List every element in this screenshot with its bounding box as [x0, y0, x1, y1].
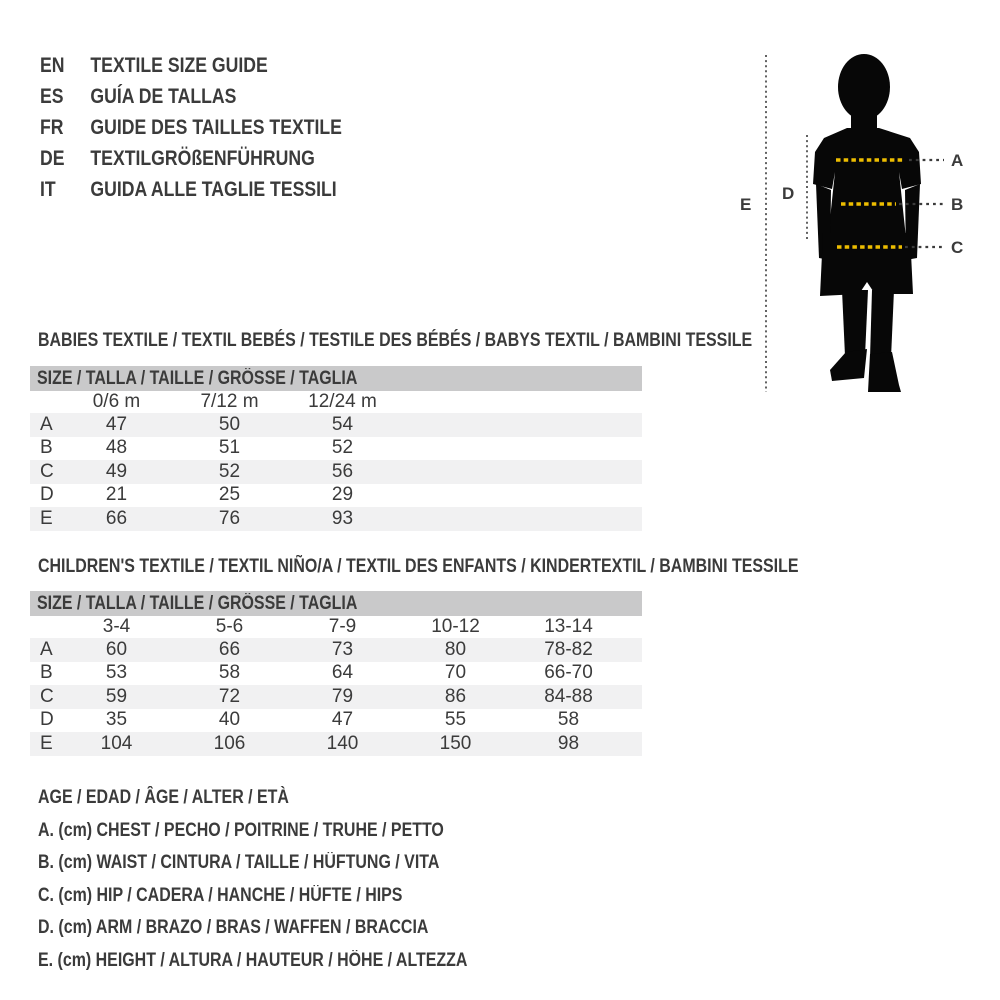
column-header: 0/6 m	[92, 391, 141, 412]
measurement-legend	[38, 782, 549, 977]
table-cell: 80	[444, 638, 467, 660]
language-code: DE	[40, 147, 65, 170]
language-row-it	[40, 174, 342, 205]
table-cell: 47	[105, 413, 128, 435]
table-cell: 55	[444, 709, 467, 731]
row-label: B	[40, 437, 53, 459]
row-label: B	[40, 662, 53, 684]
table-cell: 49	[105, 460, 128, 482]
column-header: 3-4	[102, 616, 131, 637]
column-header: 10-12	[431, 616, 480, 637]
children-table	[30, 616, 642, 756]
column-header: 5-6	[215, 616, 244, 637]
children-section-title-text: CHILDREN'S TEXTILE / TEXTIL NIÑO/A / TEXTIL DES ENFANTS / KINDERTEXTIL / BAMBINI TESSILE	[38, 556, 799, 577]
table-cell: 66-70	[544, 662, 593, 684]
size-header-label: SIZE / TALLA / TAILLE / GRÖSSE / TAGLIA	[37, 368, 358, 389]
children-column-header-row	[30, 616, 642, 638]
table-cell: 29	[331, 484, 354, 506]
table-cell: 104	[100, 732, 133, 754]
table-cell: 58	[557, 709, 580, 731]
table-cell: 70	[444, 662, 467, 684]
language-row-en	[40, 50, 342, 81]
table-cell: 35	[105, 709, 128, 731]
babies-table	[30, 391, 642, 531]
table-row	[30, 638, 642, 662]
babies-section-title	[38, 331, 888, 351]
language-title: GUIDE DES TAILLES TEXTILE	[90, 116, 342, 139]
label-c: C	[951, 238, 964, 257]
label-e: E	[740, 195, 752, 214]
corner-cell	[30, 616, 60, 638]
table-cell: 58	[218, 662, 241, 684]
language-title: GUÍA DE TALLAS	[90, 85, 237, 108]
table-row	[30, 460, 642, 484]
table-cell: 106	[213, 732, 246, 754]
row-label: E	[40, 507, 53, 529]
table-cell: 51	[218, 437, 241, 459]
row-label: E	[40, 732, 53, 754]
language-title: GUIDA ALLE TAGLIE TESSILI	[90, 178, 337, 201]
table-row	[30, 437, 642, 461]
table-cell: 59	[105, 685, 128, 707]
table-cell: 50	[218, 413, 241, 435]
babies-section-title-text: BABIES TEXTILE / TEXTIL BEBÉS / TESTILE DES BÉBÉS / BABYS TEXTIL / BAMBINI TESSILE	[38, 330, 753, 351]
table-cell: 86	[444, 685, 467, 707]
table-cell: 40	[218, 709, 241, 731]
table-cell: 53	[105, 662, 128, 684]
table-cell: 64	[331, 662, 354, 684]
column-header: 7-9	[328, 616, 357, 637]
filler-cell	[399, 437, 642, 461]
filler-cell	[399, 460, 642, 484]
row-label: D	[40, 709, 54, 731]
babies-column-header-row	[30, 391, 642, 413]
language-code: EN	[40, 54, 65, 77]
babies-size-table	[30, 366, 642, 531]
children-size-table	[30, 591, 642, 756]
table-cell: 93	[331, 507, 354, 529]
table-row	[30, 484, 642, 508]
table-cell: 21	[105, 484, 128, 506]
filler-cell	[625, 616, 642, 638]
table-cell: 25	[218, 484, 241, 506]
row-label: A	[40, 638, 53, 660]
table-row	[30, 732, 642, 756]
row-label: A	[40, 413, 53, 435]
table-cell: 52	[331, 437, 354, 459]
table-cell: 66	[105, 507, 128, 529]
table-cell: 78-82	[544, 638, 593, 660]
table-cell: 79	[331, 685, 354, 707]
table-cell: 150	[439, 732, 472, 754]
row-label: D	[40, 484, 54, 506]
label-a: A	[951, 151, 964, 170]
filler-cell	[399, 484, 642, 508]
language-code: IT	[40, 178, 56, 201]
filler-cell	[399, 413, 642, 437]
children-section-title	[38, 557, 943, 577]
filler-cell	[625, 709, 642, 733]
column-header: 13-14	[544, 616, 593, 637]
label-d: D	[782, 184, 795, 203]
legend-line-waist: B. (cm) WAIST / CINTURA / TAILLE / HÜFTUNG / VITA	[38, 852, 440, 873]
table-cell: 52	[218, 460, 241, 482]
filler-cell	[625, 662, 642, 686]
table-cell: 48	[105, 437, 128, 459]
language-row-de	[40, 143, 342, 174]
table-cell: 72	[218, 685, 241, 707]
table-cell: 47	[331, 709, 354, 731]
table-cell: 66	[218, 638, 241, 660]
column-header: 7/12 m	[200, 391, 259, 412]
size-header-label: SIZE / TALLA / TAILLE / GRÖSSE / TAGLIA	[37, 593, 358, 614]
filler-cell	[399, 391, 642, 413]
legend-line-chest: A. (cm) CHEST / PECHO / POITRINE / TRUHE / PETTO	[38, 819, 444, 841]
table-row	[30, 413, 642, 437]
language-title: TEXTILGRÖßENFÜHRUNG	[90, 147, 315, 170]
language-code: ES	[40, 85, 64, 108]
table-cell: 73	[331, 638, 354, 660]
table-row	[30, 507, 642, 531]
row-label: C	[40, 685, 54, 707]
language-title: TEXTILE SIZE GUIDE	[90, 54, 268, 77]
legend-line-height: E. (cm) HEIGHT / ALTURA / HAUTEUR / HÖHE / ALTEZZA	[38, 949, 468, 971]
filler-cell	[399, 507, 642, 531]
measurement-figure	[720, 40, 1000, 410]
table-cell: 60	[105, 638, 128, 660]
label-b: B	[951, 195, 964, 214]
legend-line-arm: D. (cm) ARM / BRAZO / BRAS / WAFFEN / BRACCIA	[38, 917, 429, 938]
row-label: C	[40, 460, 54, 482]
filler-cell	[625, 685, 642, 709]
corner-cell	[30, 391, 60, 413]
table-cell: 84-88	[544, 685, 593, 707]
language-code: FR	[40, 116, 64, 139]
table-cell: 140	[326, 732, 359, 754]
table-row	[30, 662, 642, 686]
table-row	[30, 685, 642, 709]
language-row-es	[40, 81, 342, 112]
children-size-header-bar	[30, 591, 642, 616]
legend-line-hip: C. (cm) HIP / CADERA / HANCHE / HÜFTE / HIPS	[38, 884, 403, 906]
filler-cell	[625, 732, 642, 756]
language-row-fr	[40, 112, 342, 143]
table-cell: 76	[218, 507, 241, 529]
filler-cell	[625, 638, 642, 662]
legend-line-age: AGE / EDAD / ÂGE / ALTER / ETÀ	[38, 787, 289, 808]
table-row	[30, 709, 642, 733]
column-header: 12/24 m	[308, 391, 377, 412]
table-cell: 56	[331, 460, 354, 482]
babies-size-header-bar	[30, 366, 642, 391]
table-cell: 98	[557, 732, 580, 754]
table-cell: 54	[331, 413, 354, 435]
language-header	[40, 50, 342, 205]
